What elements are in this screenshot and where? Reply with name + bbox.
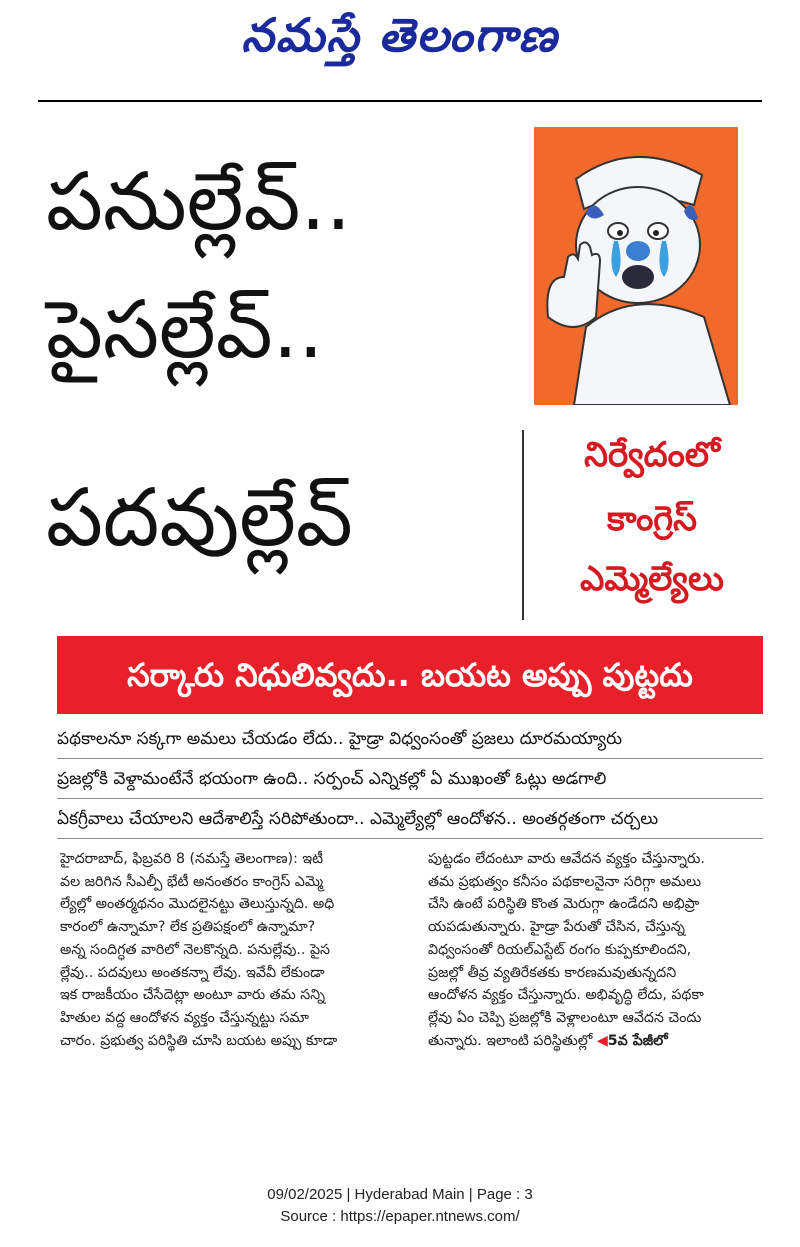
continued-on-page-link[interactable] [597,1030,668,1053]
body-line: కారంలో ఉన్నామా? లేక ప్రతిపక్షంలో ఉన్నామా? [60,919,316,936]
article-column-1 [60,848,396,1052]
deck-line-3: ఏకగ్రీవాలు చేయాలని ఆదేశాలిస్తే సరిపోతుందా.. ఎమ్మెల్యేల్లో ఆందోళన.. అంతర్గతంగా చర్చలు [57,809,659,829]
body-line: విధ్వంసంతో రియల్‌ఎస్టేట్ రంగం కుప్పకూలిందని, [428,941,692,958]
body-line: ప్రజల్లో తీవ్ర వ్యతిరేకతకు కారణమవుతున్నదని [428,964,677,981]
body-line: ల్లేవు ఏం చెప్పి ప్రజల్లోకి వెళ్లాలంటూ ఆవేదన చెందు [428,1009,702,1026]
body-line: పుట్టడం లేదంటూ వారు ఆవేదన వ్యక్తం చేస్తున్నారు. [428,851,705,867]
sub-headline-line-2: కాంగ్రెస్ [606,499,698,539]
body-line: హైదరాబాద్, ఫిబ్రవరి 8 (నమస్తే తెలంగాణ): ఇటీ [60,851,324,867]
deck-divider [57,798,763,799]
body-line: ఆందోళన వ్యక్తం చేస్తున్నారు. అభివృద్ధి లేదు, పథకా [428,987,704,1004]
crying-politician-icon [534,127,738,405]
masthead [0,0,800,84]
deck-divider [57,838,763,839]
cartoon-illustration [534,127,738,405]
jump-label: 5వ పేజీలో [607,1032,668,1049]
sub-headline-line-3: ఎమ్మెల్యేలు [580,559,724,599]
headline-line-2: పైసల్లేవ్.. [46,283,324,376]
banner-headline: సర్కారు నిధులివ్వదు.. బయట అప్పు పుట్టదు [57,636,763,714]
headline-line-1: పనుల్లేవ్.. [46,155,352,248]
body-line: ఇక రాజకీయం చేసేదెట్లా అంటూ వారు తమ సన్ని [60,987,325,1004]
footer-edition-info: 09/02/2025 | Hyderabad Main | Page : 3 [267,1186,533,1203]
footer-source-link[interactable]: Source : https://epaper.ntnews.com/ [280,1208,520,1225]
headline-line-3: పదవుల్లేవ్ [46,471,353,564]
triangle-pointer-icon: ◀ [596,1032,608,1049]
body-line-text: తున్నారు. ఇలాంటి పరిస్థితుల్లో [428,1032,593,1049]
deck-line-2: ప్రజల్లోకి వెళ్దామంటేనే భయంగా ఉంది.. సర్పంచ్ ఎన్నికల్లో ఏ ముఖంతో ఓట్లు అడగాలి [57,769,607,789]
masthead-rule [38,100,762,102]
deck-line-1: పథకాలనూ సక్కగా అమలు చేయడం లేదు.. హైడ్రా విధ్వంసంతో ప్రజలు దూరమయ్యారు [57,729,623,749]
body-line: చేసి ఉంటే పరిస్థితి కొంత మెరుగ్గా ఉండేదని అభిప్రా [428,896,700,913]
sub-headline-line-1: నిర్వేదంలో [584,435,720,475]
body-line: తమ ప్రభుత్వం కనీసం పథకాలనైనా సరిగ్గా అమలు [428,873,702,890]
newspaper-logo: నమస్తే తెలంగాణ [241,8,559,62]
column-separator [522,430,524,620]
article-column-2 [428,848,764,1052]
body-line: చారం. ప్రభుత్వ పరిస్థితి చూసి బయట అప్పు కూడా [60,1032,338,1049]
body-line: ల్యేల్లో అంతర్మథనం మొదలైనట్టు తెలుస్తున్నది. అధి [60,896,335,913]
body-line: వల జరిగిన సీఎల్పీ భేటీ అనంతరం కాంగ్రెస్ ఎమ్మె [60,873,324,890]
body-line [428,1030,764,1053]
body-line: ల్లేవు.. పదవులు అంతకన్నా లేవు. ఇవేవీ లేకుండా [60,964,325,981]
deck-divider [57,758,763,759]
body-line: హితుల వద్ద ఆందోళన వ్యక్తం చేస్తున్నట్టు సమా [60,1009,309,1026]
body-line: అన్న సందిగ్ధత వారిలో నెలకొన్నది. పనుల్లేవు.. పైస [60,941,330,958]
body-line: యపడుతున్నారు. హైడ్రా పేరుతో చేసిన, చేస్తున్న [428,919,685,936]
